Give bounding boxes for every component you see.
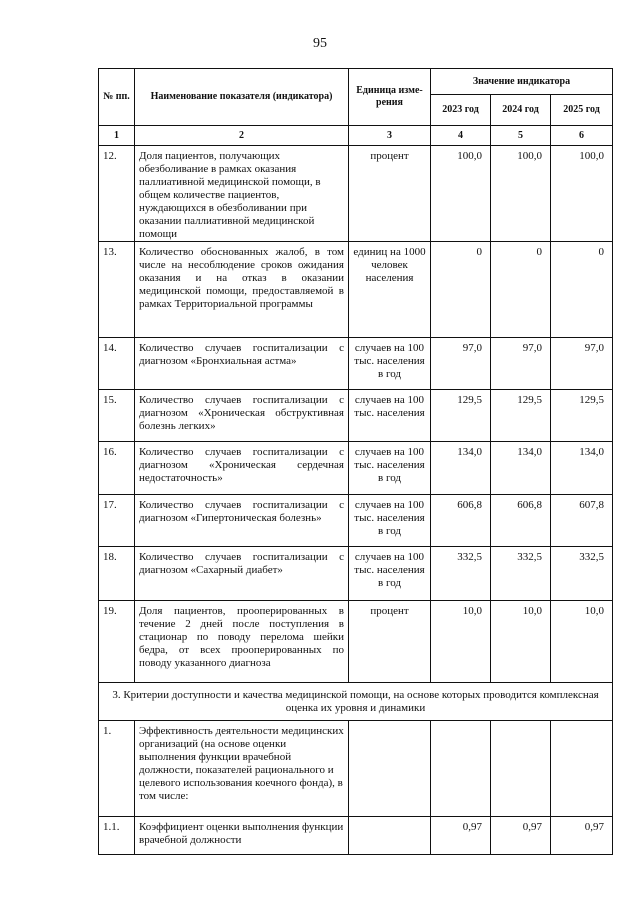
column-number: 6 [551,126,613,146]
table-row [99,495,613,547]
row-number: 18. [99,547,135,601]
table-row [99,146,613,242]
header-indicator-name: Наименование показателя (индикатора) [135,69,349,126]
indicator-name: Доля пациентов, прооперированных в течение 2 дней после поступления в стационар по поводу перелома шейки бедра, от всех прооперированных по поводу указанного диагноза [135,601,349,683]
unit-cell [349,721,431,817]
table-row [99,390,613,442]
row-number: 15. [99,390,135,442]
row-number: 14. [99,338,135,390]
section-header-row [99,683,613,721]
indicator-name: Количество случаев госпитализации с диагнозом «Сахарный диабет» [135,547,349,601]
column-number: 3 [349,126,431,146]
indicator-name: Количество обоснованных жалоб, в том числе на несоблюдение сроков ожидания оказания и на отказ в оказании медицинской помощи, предоставляемой в рамках Территориальной программы [135,242,349,338]
row-number: 12. [99,146,135,242]
value-2024: 606,8 [491,495,551,547]
value-2024: 100,0 [491,146,551,242]
value-2023: 97,0 [431,338,491,390]
column-numbers-row [99,126,613,146]
value-2025: 134,0 [551,442,613,495]
value-2025: 607,8 [551,495,613,547]
row-number: 19. [99,601,135,683]
value-2023: 0,97 [431,817,491,855]
value-2024: 134,0 [491,442,551,495]
indicator-name: Коэффициент оценки выполнения функции врачебной должности [135,817,349,855]
value-2025: 97,0 [551,338,613,390]
value-2025: 0 [551,242,613,338]
value-2023: 606,8 [431,495,491,547]
value-2023: 134,0 [431,442,491,495]
column-number: 1 [99,126,135,146]
value-2025: 0,97 [551,817,613,855]
column-number: 5 [491,126,551,146]
unit-cell: случаев на 100 тыс. населения [349,390,431,442]
value-2025: 10,0 [551,601,613,683]
value-2024: 129,5 [491,390,551,442]
value-2024 [491,721,551,817]
header-year: 2025 год [551,95,613,126]
indicators-table [98,68,613,855]
row-number: 1. [99,721,135,817]
value-2024: 332,5 [491,547,551,601]
value-2023: 0 [431,242,491,338]
table-row [99,442,613,495]
unit-cell: случаев на 100 тыс. населения в год [349,338,431,390]
unit-cell: процент [349,601,431,683]
value-2025: 100,0 [551,146,613,242]
value-2023: 100,0 [431,146,491,242]
header-unit: Единица изме-рения [349,69,431,126]
indicator-name: Количество случаев госпитализации с диагнозом «Гипертоническая болезнь» [135,495,349,547]
row-number: 1.1. [99,817,135,855]
table-row [99,338,613,390]
value-2024: 10,0 [491,601,551,683]
value-2024: 97,0 [491,338,551,390]
row-number: 13. [99,242,135,338]
unit-cell: случаев на 100 тыс. населения в год [349,442,431,495]
column-number: 4 [431,126,491,146]
unit-cell: случаев на 100 тыс. населения в год [349,547,431,601]
value-2025: 332,5 [551,547,613,601]
table-row [99,721,613,817]
indicator-name: Количество случаев госпитализации с диагнозом «Хроническая сердечная недостаточность» [135,442,349,495]
row-number: 16. [99,442,135,495]
unit-cell [349,817,431,855]
value-2025: 129,5 [551,390,613,442]
unit-cell: единиц на 1000 человек населения [349,242,431,338]
indicator-name: Количество случаев госпитализации с диагнозом «Хроническая обструктивная болезнь легких» [135,390,349,442]
unit-cell: случаев на 100 тыс. населения в год [349,495,431,547]
value-2024: 0 [491,242,551,338]
table-row [99,601,613,683]
table-row [99,242,613,338]
header-number: № пп. [99,69,135,126]
table-row [99,817,613,855]
section-title: 3. Критерии доступности и качества медицинской помощи, на основе которых проводится комплексная оценка их уровня и динамики [99,683,613,721]
row-number: 17. [99,495,135,547]
value-2024: 0,97 [491,817,551,855]
value-2023 [431,721,491,817]
table-row [99,547,613,601]
header-value: Значение индикатора [431,69,613,95]
page-number: 95 [313,36,327,51]
value-2025 [551,721,613,817]
value-2023: 332,5 [431,547,491,601]
unit-cell: процент [349,146,431,242]
header-year: 2024 год [491,95,551,126]
value-2023: 10,0 [431,601,491,683]
value-2023: 129,5 [431,390,491,442]
indicator-name: Количество случаев госпитализации с диагнозом «Бронхиальная астма» [135,338,349,390]
column-number: 2 [135,126,349,146]
indicator-name: Эффективность деятельности медицинских организаций (на основе оценки выполнения функции врачебной должности, показателей рационального и целевого использования коечного фонда), в том числе: [135,721,349,817]
indicator-name: Доля пациентов, получающих обезболивание в рамках оказания паллиативной медицинской помощи, в общем количестве пациентов, нуждающихся в обезболивании при оказании паллиативной медицинской помощи [135,146,349,242]
header-year: 2023 год [431,95,491,126]
header-row [99,69,613,95]
